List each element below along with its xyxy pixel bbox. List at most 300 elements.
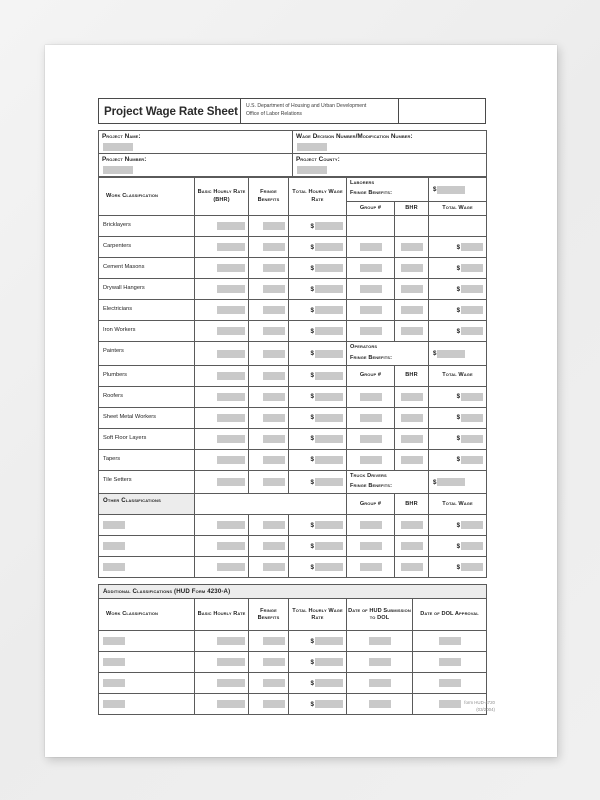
hud-submission-date-input[interactable] (369, 658, 391, 666)
operators-fringe-input[interactable] (437, 350, 465, 358)
truck-drivers-group-col-header: Group # (359, 500, 382, 507)
additional-bhr-cell[interactable] (195, 694, 249, 715)
currency-symbol: $ (310, 478, 314, 486)
dol-approval-date-cell[interactable] (413, 631, 487, 652)
group-bhr-input[interactable] (401, 456, 423, 464)
group-bhr-input[interactable] (401, 393, 423, 401)
fringe-cell[interactable] (249, 557, 289, 578)
group-bhr-input[interactable] (401, 563, 423, 571)
currency-symbol: $ (310, 222, 314, 230)
total-wage-input[interactable] (315, 435, 343, 443)
currency-symbol: $ (456, 327, 461, 335)
laborers-fringe-input[interactable] (437, 186, 465, 194)
bhr-input[interactable] (217, 456, 245, 464)
total-wage-cell[interactable] (289, 515, 347, 536)
group-cell[interactable] (347, 237, 395, 258)
group-total-cell[interactable] (429, 216, 487, 237)
fringe-input[interactable] (263, 350, 285, 358)
additional-total-cell[interactable] (289, 631, 347, 652)
dol-approval-date-header: Date of DOL Approval (420, 611, 479, 618)
total-wage-cell[interactable] (289, 258, 347, 279)
group-bhr-input[interactable] (401, 521, 423, 529)
operators-col-bhr (395, 365, 429, 386)
bhr-input[interactable] (217, 285, 245, 293)
classification-name-cell (99, 216, 195, 237)
currency-symbol: $ (310, 393, 314, 401)
table-row (99, 386, 487, 407)
project-county-cell[interactable] (293, 154, 487, 177)
group-bhr-input[interactable] (401, 264, 423, 272)
currency-symbol: $ (310, 456, 314, 464)
project-county-input[interactable] (297, 166, 327, 174)
currency-symbol: $ (456, 456, 461, 464)
group-total-input[interactable] (461, 435, 483, 443)
group-total-cell[interactable] (429, 258, 487, 279)
classification-name-cell (99, 300, 195, 321)
bhr-cell[interactable] (195, 557, 249, 578)
group-total-cell[interactable] (429, 449, 487, 470)
additional-bhr-cell[interactable] (195, 652, 249, 673)
bhr-cell[interactable] (195, 216, 249, 237)
group-bhr-cell[interactable] (395, 321, 429, 342)
group-bhr-cell[interactable] (395, 407, 429, 428)
group-cell[interactable] (347, 216, 395, 237)
group-total-input[interactable] (461, 542, 483, 550)
project-county-label: Project County: (296, 156, 340, 163)
basic-hourly-rate-header: Basic Hourly Rate (BHR) (197, 189, 246, 203)
fringe-cell[interactable] (249, 470, 289, 494)
total-wage-input[interactable] (315, 306, 343, 314)
hud-submission-date-cell[interactable] (347, 673, 413, 694)
bhr-input[interactable] (217, 542, 245, 550)
group-cell[interactable] (347, 428, 395, 449)
additional-fringe-input[interactable] (263, 637, 285, 645)
bhr-cell[interactable] (195, 300, 249, 321)
hud-submission-date-input[interactable] (369, 700, 391, 708)
truck-drivers-col-bhr (395, 494, 429, 515)
bhr-input[interactable] (217, 222, 245, 230)
additional-bhr-input[interactable] (217, 679, 245, 687)
group-bhr-input[interactable] (401, 542, 423, 550)
form-revision-date: (03/2004) (476, 706, 495, 712)
operators-fringe-value-cell[interactable] (429, 342, 487, 366)
group-cell[interactable] (347, 557, 395, 578)
project-name-label: Project Name: (102, 133, 141, 140)
total-wage-input[interactable] (315, 563, 343, 571)
total-wage-input[interactable] (315, 372, 343, 380)
dol-approval-date-input[interactable] (439, 679, 461, 687)
group-cell[interactable] (347, 386, 395, 407)
total-wage-cell[interactable] (289, 449, 347, 470)
other-classification-name-cell[interactable] (99, 515, 195, 536)
group-bhr-input[interactable] (401, 285, 423, 293)
fringe-cell[interactable] (249, 536, 289, 557)
fringe-cell[interactable] (249, 386, 289, 407)
bhr-input[interactable] (217, 372, 245, 380)
group-input[interactable] (360, 542, 382, 550)
group-total-cell[interactable] (429, 237, 487, 258)
group-bhr-cell[interactable] (395, 557, 429, 578)
bhr-cell[interactable] (195, 536, 249, 557)
group-input[interactable] (360, 327, 382, 335)
agency-name: U.S. Department of Housing and Urban Development (246, 103, 367, 110)
fringe-input[interactable] (263, 414, 285, 422)
fringe-cell[interactable] (249, 365, 289, 386)
group-bhr-cell[interactable] (395, 428, 429, 449)
fringe-input[interactable] (263, 264, 285, 272)
hud-submission-date-input[interactable] (369, 679, 391, 687)
fringe-cell[interactable] (249, 321, 289, 342)
project-name-cell[interactable] (99, 131, 293, 154)
group-bhr-input[interactable] (401, 414, 423, 422)
group-total-input[interactable] (461, 285, 483, 293)
total-wage-cell[interactable] (289, 237, 347, 258)
group-total-cell[interactable] (429, 557, 487, 578)
group-input[interactable] (360, 393, 382, 401)
fringe-input[interactable] (263, 222, 285, 230)
other-classifications-header-row (99, 494, 487, 515)
currency-symbol: $ (310, 435, 314, 443)
group-input[interactable] (360, 264, 382, 272)
fringe-cell[interactable] (249, 216, 289, 237)
group-total-input[interactable] (461, 393, 483, 401)
additional-classification-input[interactable] (103, 679, 125, 687)
project-number-label: Project Number: (102, 156, 147, 163)
other-classification-input[interactable] (103, 542, 125, 550)
group-cell[interactable] (347, 258, 395, 279)
group-input[interactable] (360, 521, 382, 529)
group-total-input[interactable] (461, 264, 483, 272)
group-total-input[interactable] (461, 563, 483, 571)
table-row (99, 407, 487, 428)
group-cell[interactable] (347, 279, 395, 300)
group-bhr-cell[interactable] (395, 300, 429, 321)
bhr-input[interactable] (217, 414, 245, 422)
additional-total-cell[interactable] (289, 652, 347, 673)
fringe-cell[interactable] (249, 237, 289, 258)
additional-classification-name-cell[interactable] (99, 694, 195, 715)
fringe-input[interactable] (263, 243, 285, 251)
group-cell[interactable] (347, 536, 395, 557)
fringe-input[interactable] (263, 306, 285, 314)
group-bhr-cell[interactable] (395, 386, 429, 407)
additional-fringe-input[interactable] (263, 700, 285, 708)
additional-fringe-cell[interactable] (249, 694, 289, 715)
additional-total-cell[interactable] (289, 694, 347, 715)
classification-label: Electricians (103, 306, 133, 313)
group-bhr-cell[interactable] (395, 449, 429, 470)
group-total-cell[interactable] (429, 428, 487, 449)
group-bhr-input[interactable] (401, 435, 423, 443)
total-wage-cell[interactable] (289, 407, 347, 428)
bhr-cell[interactable] (195, 428, 249, 449)
group-bhr-cell[interactable] (395, 237, 429, 258)
bhr-input[interactable] (217, 393, 245, 401)
group-cell[interactable] (347, 407, 395, 428)
total-wage-cell[interactable] (289, 365, 347, 386)
classification-label: Iron Workers (103, 327, 136, 334)
group-bhr-cell[interactable] (395, 216, 429, 237)
fringe-input[interactable] (263, 327, 285, 335)
additional-fringe-cell[interactable] (249, 673, 289, 694)
group-total-cell[interactable] (429, 407, 487, 428)
other-classification-input[interactable] (103, 563, 125, 571)
additional-bhr-cell[interactable] (195, 673, 249, 694)
bhr-cell[interactable] (195, 237, 249, 258)
bhr-cell[interactable] (195, 321, 249, 342)
classification-name-cell (99, 365, 195, 386)
group-bhr-cell[interactable] (395, 515, 429, 536)
group-bhr-input[interactable] (401, 327, 423, 335)
group-bhr-cell[interactable] (395, 258, 429, 279)
total-wage-input[interactable] (315, 456, 343, 464)
currency-symbol: $ (310, 264, 314, 272)
fringe-cell[interactable] (249, 342, 289, 366)
fringe-input[interactable] (263, 435, 285, 443)
bhr-input[interactable] (217, 327, 245, 335)
wage-decision-input[interactable] (297, 143, 327, 151)
bhr-input[interactable] (217, 478, 245, 486)
total-wage-input[interactable] (315, 414, 343, 422)
group-bhr-cell[interactable] (395, 536, 429, 557)
table-row (99, 216, 487, 237)
form-title-block (98, 98, 486, 124)
bhr-cell[interactable] (195, 470, 249, 494)
table-row (99, 321, 487, 342)
group-total-input[interactable] (461, 243, 483, 251)
group-cell[interactable] (347, 515, 395, 536)
group-input[interactable] (360, 243, 382, 251)
dol-approval-date-cell[interactable] (413, 673, 487, 694)
additional-classification-input[interactable] (103, 658, 125, 666)
bhr-cell[interactable] (195, 386, 249, 407)
document-page (45, 45, 557, 757)
dol-approval-date-cell[interactable] (413, 652, 487, 673)
group-total-input[interactable] (461, 306, 483, 314)
wage-decision-cell[interactable] (293, 131, 487, 154)
fringe-input[interactable] (263, 372, 285, 380)
additional-classification-name-cell[interactable] (99, 652, 195, 673)
additional-total-input[interactable] (315, 658, 343, 666)
total-wage-cell[interactable] (289, 300, 347, 321)
operators-col-group (347, 365, 395, 386)
total-wage-input[interactable] (315, 327, 343, 335)
bhr-input[interactable] (217, 306, 245, 314)
total-wage-cell[interactable] (289, 557, 347, 578)
operators-fringe-label: Fringe Benefits: (350, 354, 393, 361)
total-wage-input[interactable] (315, 350, 343, 358)
group-total-input[interactable] (461, 414, 483, 422)
group-cell[interactable] (347, 321, 395, 342)
bhr-cell[interactable] (195, 258, 249, 279)
additional-fringe-input[interactable] (263, 679, 285, 687)
bhr-input[interactable] (217, 243, 245, 251)
laborers-bhr-col-header: BHR (405, 205, 418, 211)
other-classification-name-cell[interactable] (99, 536, 195, 557)
table-row (99, 631, 487, 652)
operators-group-header (347, 342, 429, 366)
classification-name-cell (99, 428, 195, 449)
fringe-cell[interactable] (249, 449, 289, 470)
group-bhr-cell[interactable] (395, 279, 429, 300)
group-input[interactable] (360, 435, 382, 443)
table-row (99, 365, 487, 386)
total-wage-input[interactable] (315, 285, 343, 293)
fringe-cell[interactable] (249, 258, 289, 279)
group-input[interactable] (360, 306, 382, 314)
group-total-cell[interactable] (429, 300, 487, 321)
total-wage-input[interactable] (315, 542, 343, 550)
total-wage-cell[interactable] (289, 428, 347, 449)
hud-submission-date-cell[interactable] (347, 694, 413, 715)
total-wage-input[interactable] (315, 264, 343, 272)
total-wage-cell[interactable] (289, 321, 347, 342)
total-wage-cell[interactable] (289, 536, 347, 557)
additional-total-input[interactable] (315, 679, 343, 687)
group-total-cell[interactable] (429, 515, 487, 536)
group-total-cell[interactable] (429, 536, 487, 557)
fringe-cell[interactable] (249, 407, 289, 428)
bhr-cell[interactable] (195, 365, 249, 386)
group-total-cell[interactable] (429, 386, 487, 407)
bhr-cell[interactable] (195, 515, 249, 536)
hud-submission-date-cell[interactable] (347, 652, 413, 673)
bhr-cell[interactable] (195, 342, 249, 366)
bhr-input[interactable] (217, 521, 245, 529)
truck-drivers-group-name: Truck Drivers (350, 472, 387, 479)
group-total-cell[interactable] (429, 279, 487, 300)
table-row (99, 237, 487, 258)
table-row (99, 694, 487, 715)
table-row (99, 652, 487, 673)
bhr-cell[interactable] (195, 407, 249, 428)
group-cell[interactable] (347, 300, 395, 321)
truck-drivers-fringe-label: Fringe Benefits: (350, 483, 393, 490)
classification-name-cell (99, 470, 195, 494)
bhr-cell[interactable] (195, 279, 249, 300)
additional-total-input[interactable] (315, 700, 343, 708)
additional-classification-input[interactable] (103, 700, 125, 708)
total-wage-cell[interactable] (289, 216, 347, 237)
group-bhr-input[interactable] (401, 306, 423, 314)
bhr-cell[interactable] (195, 449, 249, 470)
fringe-input[interactable] (263, 521, 285, 529)
group-input[interactable] (360, 456, 382, 464)
currency-symbol: $ (310, 372, 314, 380)
additional-classification-name-cell[interactable] (99, 673, 195, 694)
fringe-input[interactable] (263, 456, 285, 464)
classification-label: Sheet Metal Workers (103, 413, 156, 420)
fringe-cell[interactable] (249, 300, 289, 321)
group-input[interactable] (360, 563, 382, 571)
truck-drivers-fringe-value-cell[interactable] (429, 470, 487, 494)
additional-classification-name-cell[interactable] (99, 631, 195, 652)
group-cell[interactable] (347, 449, 395, 470)
group-total-input[interactable] (461, 456, 483, 464)
additional-fringe-cell[interactable] (249, 652, 289, 673)
total-wage-cell[interactable] (289, 470, 347, 494)
laborers-group-col-header: Group # (359, 205, 382, 211)
table-row (99, 557, 487, 578)
additional-classification-input[interactable] (103, 637, 125, 645)
bhr-input[interactable] (217, 435, 245, 443)
additional-bhr-input[interactable] (217, 658, 245, 666)
fringe-input[interactable] (263, 542, 285, 550)
additional-fringe-input[interactable] (263, 658, 285, 666)
fringe-input[interactable] (263, 563, 285, 571)
fringe-input[interactable] (263, 478, 285, 486)
bhr-input[interactable] (217, 350, 245, 358)
additional-total-input[interactable] (315, 637, 343, 645)
project-number-cell[interactable] (99, 154, 293, 177)
fringe-input[interactable] (263, 285, 285, 293)
total-wage-cell[interactable] (289, 342, 347, 366)
total-wage-cell[interactable] (289, 386, 347, 407)
currency-symbol: $ (456, 435, 461, 443)
other-classification-input[interactable] (103, 521, 125, 529)
project-number-input[interactable] (103, 166, 133, 174)
total-wage-input[interactable] (315, 478, 343, 486)
bhr-input[interactable] (217, 264, 245, 272)
dol-approval-date-input[interactable] (439, 637, 461, 645)
group-bhr-input[interactable] (401, 243, 423, 251)
operators-currency-symbol: $ (433, 350, 437, 358)
col-header-hud-submission-date (347, 599, 413, 631)
additional-fringe-cell[interactable] (249, 631, 289, 652)
group-total-cell[interactable] (429, 321, 487, 342)
laborers-fringe-value-cell[interactable] (429, 178, 487, 202)
operators-group-col-header: Group # (359, 372, 382, 379)
col-header-fringe-benefits (249, 178, 289, 216)
table-header-row (99, 178, 487, 202)
additional-classifications-title: Additional Classifications (HUD Form 4230-A) (103, 588, 231, 596)
total-wage-input[interactable] (315, 243, 343, 251)
title-blank-cell[interactable] (399, 99, 485, 123)
truck-drivers-group-header (347, 470, 429, 494)
truck-drivers-fringe-input[interactable] (437, 478, 465, 486)
total-wage-input[interactable] (315, 222, 343, 230)
bhr-input[interactable] (217, 563, 245, 571)
additional-bhr-cell[interactable] (195, 631, 249, 652)
hud-submission-date-input[interactable] (369, 637, 391, 645)
project-name-input[interactable] (103, 143, 133, 151)
total-wage-input[interactable] (315, 521, 343, 529)
fringe-cell[interactable] (249, 515, 289, 536)
form-footer (464, 700, 495, 713)
fringe-input[interactable] (263, 393, 285, 401)
other-classifications-label-cell (99, 494, 195, 515)
table-header-row (99, 599, 487, 631)
other-classification-name-cell[interactable] (99, 557, 195, 578)
additional-total-cell[interactable] (289, 673, 347, 694)
hud-submission-date-cell[interactable] (347, 631, 413, 652)
group-input[interactable] (360, 414, 382, 422)
group-total-input[interactable] (461, 327, 483, 335)
additional-bhr-input[interactable] (217, 637, 245, 645)
additional-bhr-input[interactable] (217, 700, 245, 708)
table-row (99, 449, 487, 470)
classification-name-cell (99, 321, 195, 342)
group-total-input[interactable] (461, 521, 483, 529)
group-input[interactable] (360, 285, 382, 293)
total-wage-input[interactable] (315, 393, 343, 401)
dol-approval-date-input[interactable] (439, 700, 461, 708)
dol-approval-date-input[interactable] (439, 658, 461, 666)
truck-drivers-bhr-col-header: BHR (405, 500, 418, 507)
total-wage-cell[interactable] (289, 279, 347, 300)
fringe-cell[interactable] (249, 279, 289, 300)
fringe-cell[interactable] (249, 428, 289, 449)
